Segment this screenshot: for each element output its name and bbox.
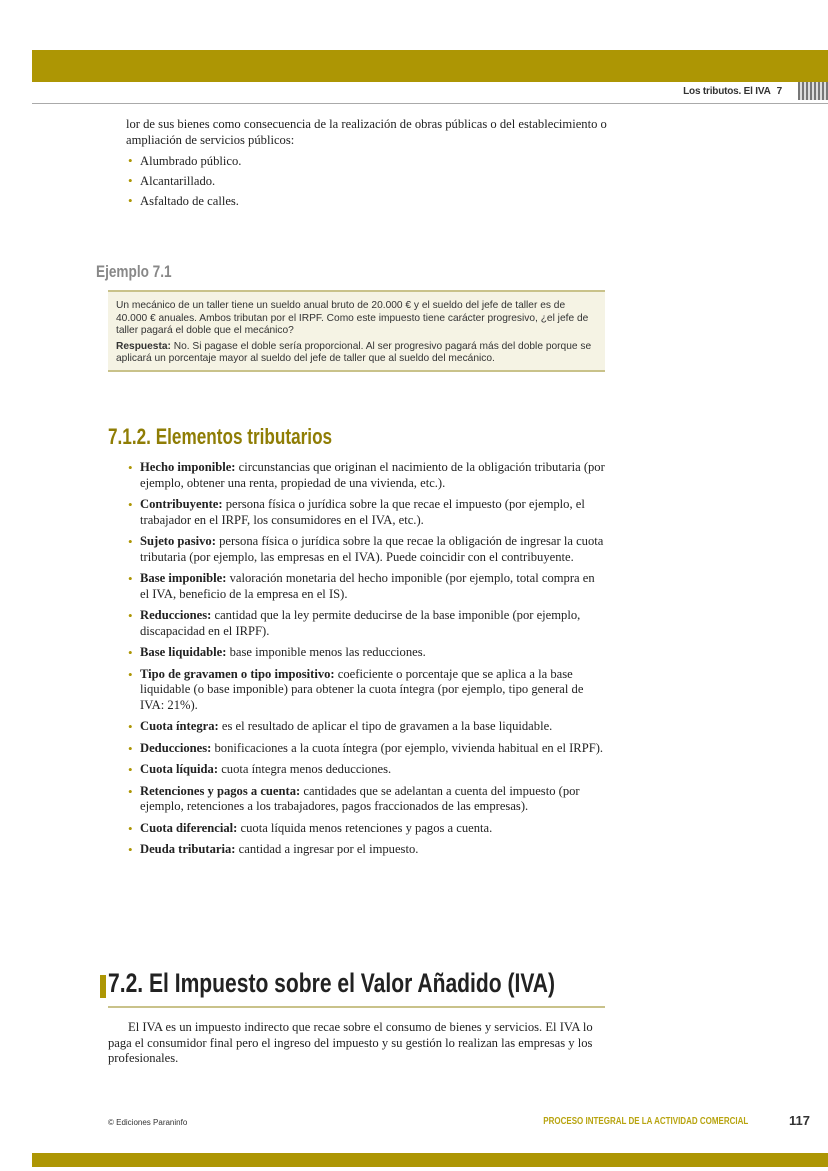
definition: base imponible menos las reducciones.: [226, 645, 426, 659]
bullet-icon: •: [128, 842, 133, 857]
term: Sujeto pasivo:: [140, 534, 216, 548]
list-item-text: Alumbrado público.: [140, 154, 242, 168]
example-answer: [116, 341, 597, 366]
list-item-text: Alcantarillado.: [140, 174, 216, 188]
bullet-icon: •: [128, 762, 133, 777]
term: Cuota íntegra:: [140, 719, 219, 733]
example-question: Un mecánico de un taller tiene un sueldo anual bruto de 20.000 € y el sueldo del jefe de taller es de 40.000 € anuales. Ambos tributan por el IRPF. Como este impuesto tiene carácter progresivo, ¿el jefe de taller pagará el doble que el mecánico?: [116, 300, 589, 336]
list-item: [126, 497, 606, 528]
list-item: [126, 741, 606, 757]
bullet-icon: •: [128, 534, 133, 549]
definition: es el resultado de aplicar el tipo de gravamen a la base liquidable.: [218, 719, 553, 733]
term: Deuda tributaria:: [140, 842, 236, 856]
bullet-icon: •: [128, 153, 133, 168]
bottom-color-band: [32, 1153, 828, 1167]
term: Deducciones:: [140, 740, 212, 755]
section-heading-7-1-2: 7.1.2. Elementos tributarios: [108, 424, 333, 449]
definition: cantidad que la ley permite deducirse de la base imponible (por ejemplo, discapacidad en el IRPF).: [140, 608, 581, 638]
bullet-icon: •: [128, 645, 133, 660]
list-item: [126, 842, 606, 858]
section-heading-7-2: 7.2. El Impuesto sobre el Valor Añadido (IVA): [108, 968, 556, 998]
list-item: [126, 784, 606, 815]
list-item: [126, 534, 606, 565]
term: Tipo de gravamen o tipo impositivo:: [140, 666, 335, 681]
header-divider: [32, 103, 828, 104]
list-item: [126, 645, 606, 661]
chapter-title: Los tributos. El IVA: [683, 86, 771, 97]
page-number: 117: [789, 1113, 810, 1128]
intro-list: [126, 153, 608, 209]
list-item: [126, 608, 606, 639]
example-box: [108, 290, 605, 372]
term: Hecho imponible:: [140, 460, 236, 474]
list-item: [126, 667, 606, 714]
definition: bonificaciones a la cuota íntegra (por ejemplo, vivienda habitual en el IRPF).: [211, 740, 604, 755]
list-item: [126, 571, 606, 602]
term: Base imponible:: [140, 571, 227, 585]
example-title: Ejemplo 7.1: [96, 262, 172, 281]
answer-text: No. Si pagase el doble sería proporcional. Al ser progresivo pagará más del doble porque se aplicará un porcentaje mayor al sueldo del jefe de taller que al sueldo del mecánico.: [116, 340, 592, 364]
bullet-icon: •: [128, 666, 133, 682]
copyright: © Ediciones Paraninfo: [108, 1118, 188, 1127]
list-item: [126, 173, 608, 189]
bullet-icon: •: [128, 820, 133, 836]
chapter-thumb-tab: [798, 82, 828, 100]
intro-text: lor de sus bienes como consecuencia de la realización de obras públicas o del establecimiento o ampliación de servicios públicos:: [126, 117, 607, 147]
definition: cantidades que se adelantan a cuenta del impuesto (por ejemplo, retenciones a los trabajadores, pagos fraccionados de las empresas).: [140, 783, 580, 813]
definition: persona física o jurídica sobre la que recae la obligación de ingresar la cuota tributaria (por ejemplo, las empresas en el IVA). Puede coincidir con el contribuyente.: [140, 534, 604, 564]
chapter-number: 7: [776, 86, 782, 97]
book-title: PROCESO INTEGRAL DE LA ACTIVIDAD COMERCIAL: [542, 1116, 748, 1127]
bullet-icon: •: [128, 173, 133, 188]
intro-block: [126, 116, 608, 213]
definition: valoración monetaria del hecho imponible (por ejemplo, total compra en el IVA, beneficio de la empresa en el IS).: [140, 571, 595, 601]
top-color-band: [32, 50, 828, 82]
definition: cuota íntegra menos deducciones.: [218, 762, 392, 776]
definition: cantidad a ingresar por el impuesto.: [235, 842, 419, 856]
list-item: [126, 193, 608, 209]
bullet-icon: •: [128, 783, 133, 799]
list-item: [126, 719, 606, 735]
heading-marker: [100, 975, 106, 998]
definition: circunstancias que originan el nacimiento de la obligación tributaria (por ejemplo, obtener una renta, propiedad de una vivienda, etc.).: [140, 460, 605, 490]
bullet-icon: •: [128, 719, 133, 734]
answer-label: Respuesta:: [116, 340, 171, 352]
list-item: [126, 153, 608, 169]
term: Base liquidable:: [140, 645, 227, 659]
bullet-icon: •: [128, 460, 133, 475]
bullet-icon: •: [128, 740, 133, 756]
definition: persona física o jurídica sobre la que recae el impuesto (por ejemplo, el trabajador en el IRPF, los consumidores en el IVA, etc.).: [140, 497, 585, 527]
definition: cuota líquida menos retenciones y pagos a cuenta.: [237, 820, 493, 835]
term: Cuota líquida:: [140, 762, 219, 776]
tax-elements-list: [126, 460, 606, 864]
term: Retenciones y pagos a cuenta:: [140, 783, 301, 798]
bullet-icon: •: [128, 193, 133, 208]
term: Cuota diferencial:: [140, 820, 238, 835]
bullet-icon: •: [128, 571, 133, 586]
term: Reducciones:: [140, 608, 212, 622]
definition: coeficiente o porcentaje que se aplica a la base liquidable (o base imponible) para obtener la cuota íntegra (por ejemplo, tipo general de IVA: 21%).: [140, 666, 584, 712]
bullet-icon: •: [128, 497, 133, 512]
list-item-text: Asfaltado de calles.: [140, 194, 239, 208]
term: Contribuyente:: [140, 497, 223, 511]
section-paragraph: El IVA es un impuesto indirecto que recae sobre el consumo de bienes y servicios. El IVA lo paga el consumidor final pero el ingreso del impuesto y su gestión lo realizan las empresas y los profesionales.: [108, 1020, 593, 1065]
list-item: [126, 821, 606, 837]
running-header: [683, 86, 782, 97]
list-item: [126, 762, 606, 778]
list-item: [126, 460, 606, 491]
bullet-icon: •: [128, 608, 133, 623]
heading-underline: [108, 1006, 605, 1008]
